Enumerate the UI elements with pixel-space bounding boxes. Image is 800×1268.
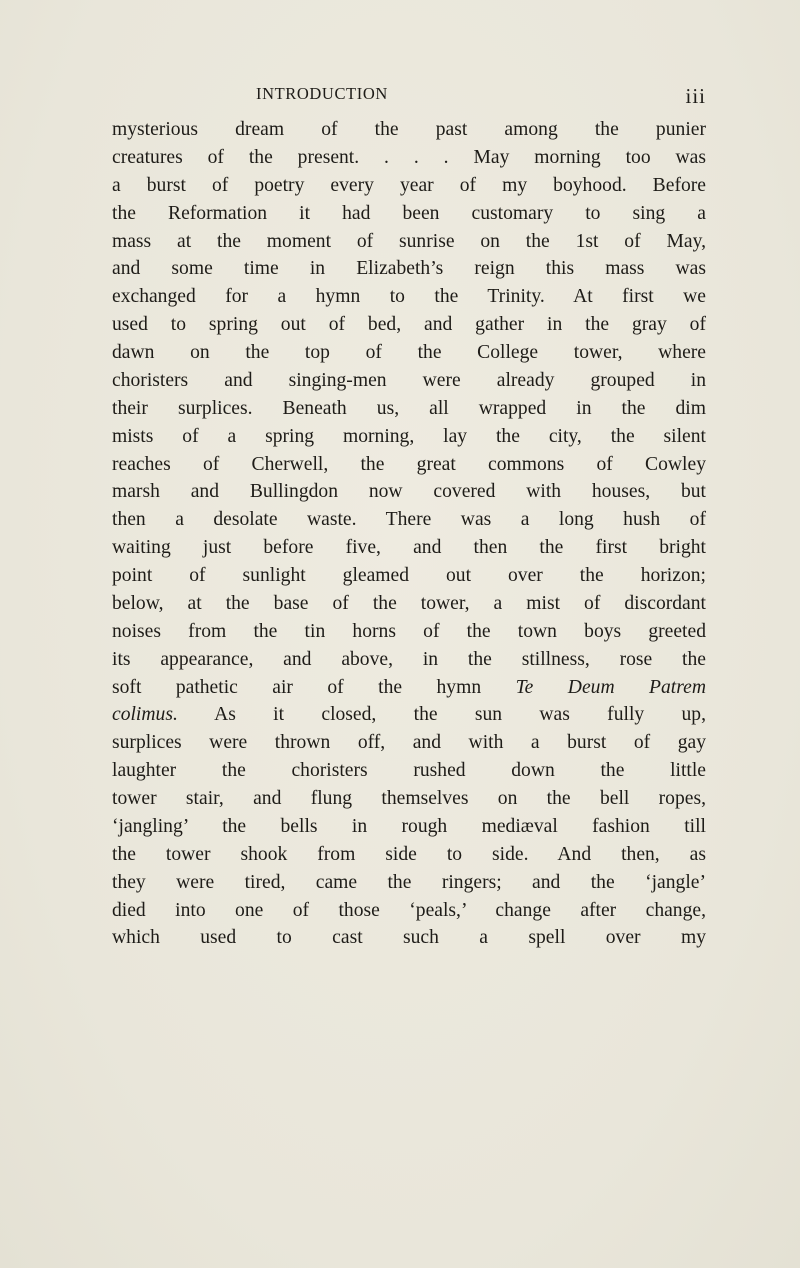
text-segment: soft pathetic air of the hymn	[112, 676, 516, 698]
page-number: iii	[685, 84, 706, 108]
text-line: mysterious dream of the past among the punier	[112, 119, 706, 140]
text-line: marsh and Bullingdon now covered with houses, but	[112, 481, 706, 503]
text-line: below, at the base of the tower, a mist of discordant	[112, 592, 706, 614]
text-line: point of sunlight gleamed out over the horizon;	[112, 565, 706, 586]
text-line: waiting just before five, and then the first bright	[112, 537, 706, 559]
text-line: ‘jangling’ the bells in rough mediæval fashion till	[112, 815, 706, 837]
text-line: mass at the moment of sunrise on the 1st of May,	[112, 230, 706, 252]
text-segment: As it closed, the sun was fully up,	[177, 704, 706, 726]
text-line: then a desolate waste. There was a long hush of	[112, 509, 706, 531]
text-line: they were tired, came the ringers; and the ‘jangle’	[112, 871, 706, 893]
text-line: and some time in Elizabeth’s reign this mass was	[112, 258, 706, 280]
italic-title: colimus.	[112, 704, 178, 726]
text-line: dawn on the top of the College tower, where	[112, 342, 706, 363]
text-line: tower stair, and flung themselves on the bell ropes,	[112, 788, 706, 809]
text-line: creatures of the present. . . . May morning too was	[112, 146, 706, 168]
body-text	[112, 116, 706, 952]
text-line: their surplices. Beneath us, all wrapped in the dim	[112, 397, 706, 419]
text-line: choristers and singing-men were already grouped in	[112, 369, 706, 391]
running-head	[110, 78, 706, 108]
text-line: reaches of Cherwell, the great commons of Cowley	[112, 453, 706, 475]
text-line: died into one of those ‘peals,’ change after change,	[112, 899, 706, 921]
italic-title: Te Deum Patrem	[515, 676, 706, 698]
text-line: used to spring out of bed, and gather in the gray of	[112, 314, 706, 336]
text-line: which used to cast such a spell over my	[112, 927, 706, 949]
text-line: a burst of poetry every year of my boyhood. Before	[112, 174, 706, 196]
text-line	[112, 701, 706, 729]
text-line: noises from the tin horns of the town boys greeted	[112, 620, 706, 642]
text-line: mists of a spring morning, lay the city, the silent	[112, 425, 706, 447]
text-line: laughter the choristers rushed down the little	[112, 760, 706, 782]
text-line: its appearance, and above, in the stillness, rose the	[112, 648, 706, 670]
text-line: surplices were thrown off, and with a burst of gay	[112, 732, 706, 754]
text-line: exchanged for a hymn to the Trinity. At first we	[112, 286, 706, 308]
running-title: INTRODUCTION	[256, 84, 388, 103]
text-line: the Reformation it had been customary to sing a	[112, 202, 706, 224]
text-line: the tower shook from side to side. And then, as	[112, 843, 706, 865]
text-line	[112, 674, 706, 702]
